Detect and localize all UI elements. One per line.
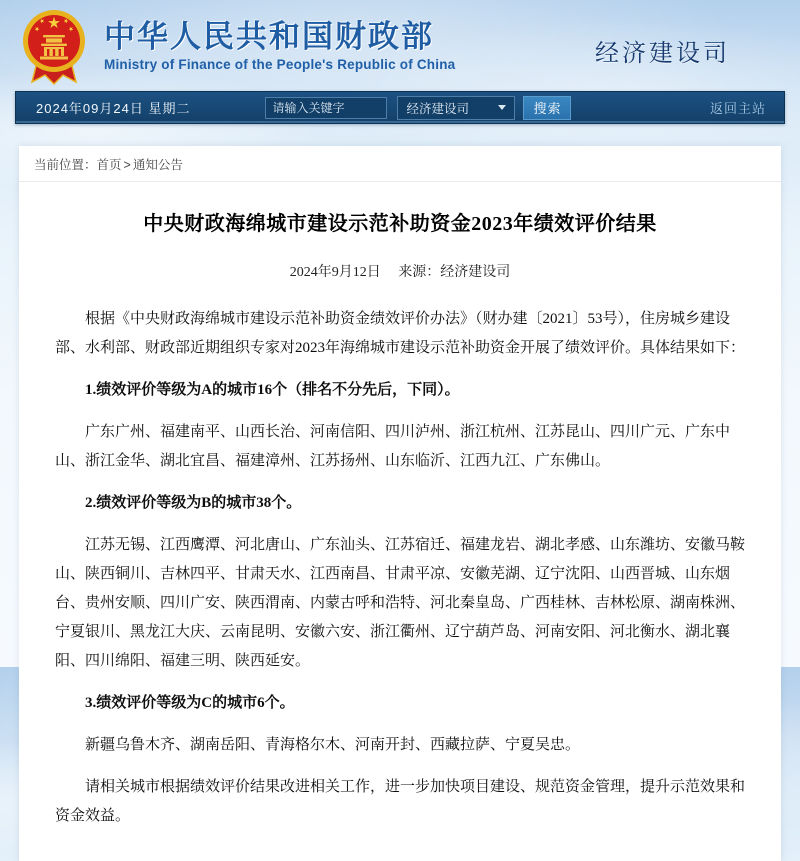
search-input[interactable] [265,97,387,119]
department-name[interactable]: 经济建设司 [595,40,730,67]
national-emblem-icon [16,8,92,86]
grade-c-cities: 新疆乌鲁木齐、湖南岳阳、青海格尔木、河南开封、西藏拉萨、宁夏吴忠。 [85,737,581,753]
article-date: 2024年9月12日 [289,265,381,280]
site-name-english: Ministry of Finance of the People's Republic of China [104,56,456,72]
article-meta [55,261,745,281]
site-logo-link[interactable] [16,6,455,86]
grade-b-heading: 2.绩效评价等级为B的城市38个。 [85,495,302,511]
breadcrumb-separator: > [123,158,131,172]
return-main-site-link[interactable]: 返回主站 [709,101,766,116]
paragraph-intro: 根据《中央财政海绵城市建设示范补助资金绩效评价办法》（财办建〔2021〕53号），住房城乡建设部、水利部、财政部近期组织专家对2023年海绵城市建设示范补助资金开展了绩效评价。具体结果如下： [55,311,746,356]
site-title [104,20,455,72]
site-name-chinese: 中华人民共和国财政部 [104,18,434,54]
article [19,182,781,861]
search-scope-select[interactable] [397,96,515,120]
article-body [55,305,745,831]
paragraph-closing: 请相关城市根据绩效评价结果改进相关工作，进一步加快项目建设、规范资金管理，提升示范效果和资金效益。 [55,779,746,824]
breadcrumb-home-link[interactable]: 首页 [96,158,122,172]
article-title: 中央财政海绵城市建设示范补助资金2023年绩效评价结果 [143,213,657,235]
breadcrumb [19,146,781,182]
search-button[interactable]: 搜索 [523,96,571,120]
search-scope-value: 经济建设司 [406,101,469,116]
content-panel [19,146,781,861]
top-navbar [15,91,785,124]
article-source: 来源：经济建设司 [398,265,511,280]
grade-a-heading: 1.绩效评价等级为A的城市16个（排名不分先后，下同）。 [85,382,460,398]
breadcrumb-section-link[interactable]: 通知公告 [132,158,183,172]
chevron-down-icon [498,105,506,110]
grade-c-heading: 3.绩效评价等级为C的城市6个。 [85,695,295,711]
site-header [0,0,800,91]
current-date: 2024年09月24日 星期二 [36,101,191,116]
grade-b-cities: 江苏无锡、江西鹰潭、河北唐山、广东汕头、江苏宿迁、福建龙岩、湖北孝感、山东潍坊、安徽马鞍山、陕西铜川、吉林四平、甘肃天水、江西南昌、甘肃平凉、安徽芜湖、辽宁沈阳、山西晋城、山东烟台、贵州安顺、四川广安、陕西渭南、内蒙古呼和浩特、河北秦皇岛、广西桂林、吉林松原、湖南株洲、宁夏银川、黑龙江大庆、云南昆明、安徽六安、浙江衢州、辽宁葫芦岛、河南安阳、河北衡水、湖北襄阳、四川绵阳、福建三明、陕西延安。 [55,537,746,669]
grade-a-cities: 广东广州、福建南平、山西长治、河南信阳、四川泸州、浙江杭州、江苏昆山、四川广元、广东中山、浙江金华、湖北宜昌、福建漳州、江苏扬州、山东临沂、江西九江、广东佛山。 [55,424,731,469]
breadcrumb-label: 当前位置： [34,158,97,172]
